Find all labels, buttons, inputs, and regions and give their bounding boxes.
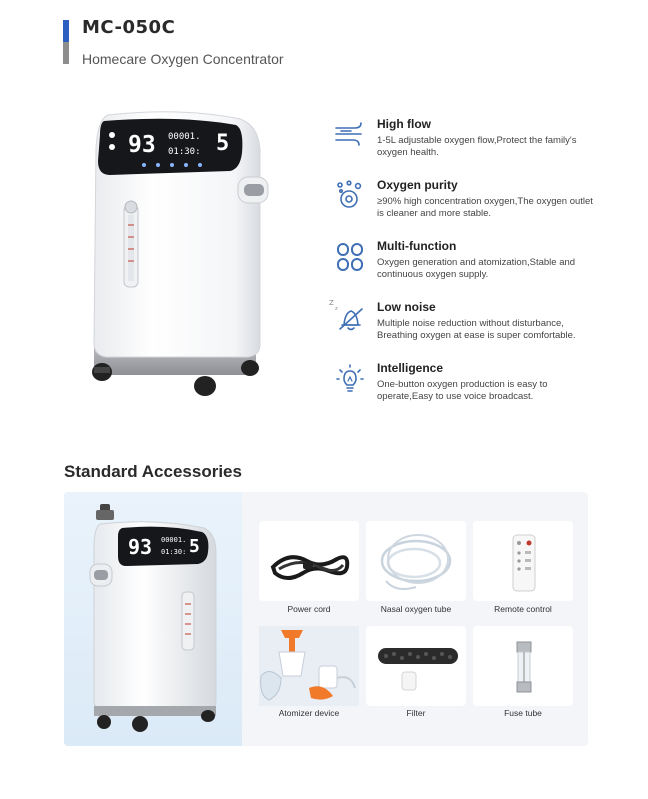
accessory-label: Remote control	[494, 604, 552, 614]
remote-control-icon	[473, 521, 573, 601]
accessory-atomizer-image	[259, 626, 359, 706]
oxygen-concentrator-image	[80, 105, 280, 405]
accessory-power-cord-image	[259, 521, 359, 601]
model-title: MC-050C	[82, 17, 176, 38]
feature-title: High flow	[377, 117, 431, 131]
svg-text:5: 5	[189, 536, 200, 557]
accessory-remote-control-image	[473, 521, 573, 601]
filter-icon	[366, 626, 466, 706]
display-time-digits: 01:30:	[168, 147, 201, 157]
oxygen-concentrator-image	[86, 500, 226, 736]
multi-function-icon	[333, 240, 367, 274]
feature-title: Low noise	[377, 300, 436, 314]
accessory-fuse-tube-image	[473, 626, 573, 706]
svg-text:z: z	[335, 306, 338, 312]
atomizer-icon	[259, 626, 359, 706]
power-cord-icon	[259, 521, 359, 601]
nasal-tube-icon	[366, 521, 466, 601]
feature-description: ≥90% high concentration oxygen,The oxygen outlet is cleaner and more stable.	[377, 196, 593, 219]
product-subtitle: Homecare Oxygen Concentrator	[82, 51, 284, 67]
accessory-filter-image	[366, 626, 466, 706]
bubbles-icon	[333, 179, 367, 213]
accessory-label: Nasal oxygen tube	[380, 604, 452, 614]
svg-text:93: 93	[128, 535, 153, 559]
silent-bell-icon	[329, 299, 367, 335]
accessory-label: Atomizer device	[278, 708, 340, 718]
header-accent-bar-blue	[63, 20, 69, 42]
lightbulb-icon	[333, 362, 367, 396]
accessories-title: Standard Accessories	[64, 462, 242, 481]
svg-text:00001.: 00001.	[161, 536, 187, 544]
accessory-label: Power cord	[287, 604, 331, 614]
wind-icon	[333, 118, 367, 152]
accessory-label: Filter	[406, 708, 426, 718]
fuse-tube-icon	[473, 626, 573, 706]
feature-description: Oxygen generation and atomization,Stable and continuous oxygen supply.	[377, 257, 576, 280]
feature-title: Multi-function	[377, 239, 457, 253]
svg-text:Z: Z	[329, 299, 334, 307]
feature-title: Oxygen purity	[377, 178, 458, 192]
feature-description: One-button oxygen production is easy to operate,Easy to use voice broadcast.	[377, 379, 548, 402]
header-accent-bar-gray	[63, 42, 69, 64]
feature-description: Multiple noise reduction without disturbance, Breathing oxygen at ease is super comfortable.	[377, 318, 576, 341]
feature-title: Intelligence	[377, 361, 444, 375]
display-top-digits: 00001.	[168, 132, 201, 142]
accessory-label: Fuse tube	[504, 708, 542, 718]
feature-description: 1-5L adjustable oxygen flow,Protect the family's oxygen health.	[377, 135, 577, 158]
svg-text:01:30:: 01:30:	[161, 548, 187, 556]
display-purity-digits: 93	[128, 132, 156, 158]
accessory-nasal-tube-image	[366, 521, 466, 601]
display-flow-digit: 5	[216, 131, 230, 156]
